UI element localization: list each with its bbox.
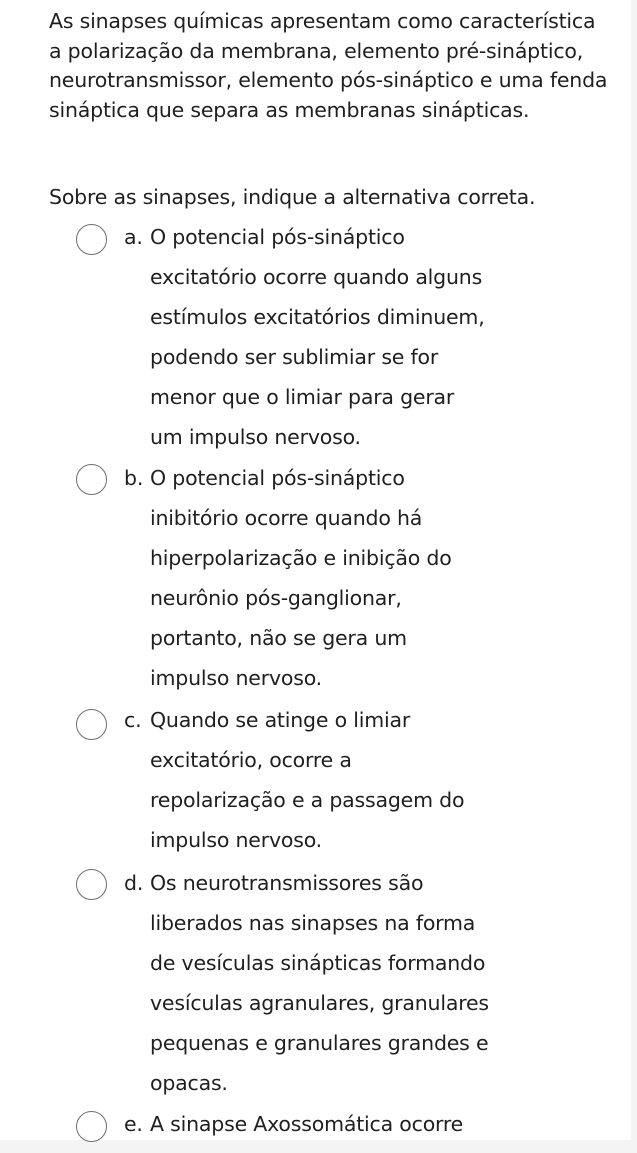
option-e-letter: e. [124,1112,143,1136]
option-a-letter: a. [124,225,143,249]
option-d-text: Os neurotransmissores são liberados nas sinapses na forma de vesículas sinápticas formando vesículas agranulares, granulares pequenas e granulares grandes e opacas. [150,871,489,1095]
option-a-text: O potencial pós-sináptico excitatório ocorre quando alguns estímulos excitatórios diminuem, podendo ser sublimiar se for menor que o limiar para gerar um impulso nervoso. [150,225,485,449]
radio-option-b[interactable] [76,464,107,495]
radio-option-c[interactable] [76,709,107,740]
option-d-letter: d. [124,871,144,895]
radio-option-d[interactable] [76,869,107,900]
option-b-letter: b. [124,466,144,490]
radio-option-a[interactable] [76,224,107,255]
option-e-text: A sinapse Axossomática ocorre [150,1112,464,1136]
option-c-letter: c. [124,708,142,732]
option-c-text: Quando se atinge o limiar excitatório, ocorre a repolarização e a passagem do impulso nervoso. [150,708,465,852]
radio-option-e[interactable] [76,1111,107,1142]
question-prompt: Sobre as sinapses, indique a alternativa correta. [49,185,536,209]
question-statement: As sinapses químicas apresentam como característica a polarização da membrana, elemento pré-sináptico, neurotransmissor, elemento pós-sináptico e uma fenda sináptica que separa as membranas sinápticas. [49,9,608,122]
option-b-text: O potencial pós-sináptico inibitório ocorre quando há hiperpolarização e inibição do neurônio pós-ganglionar, portanto, não se gera um impulso nervoso. [150,466,452,690]
